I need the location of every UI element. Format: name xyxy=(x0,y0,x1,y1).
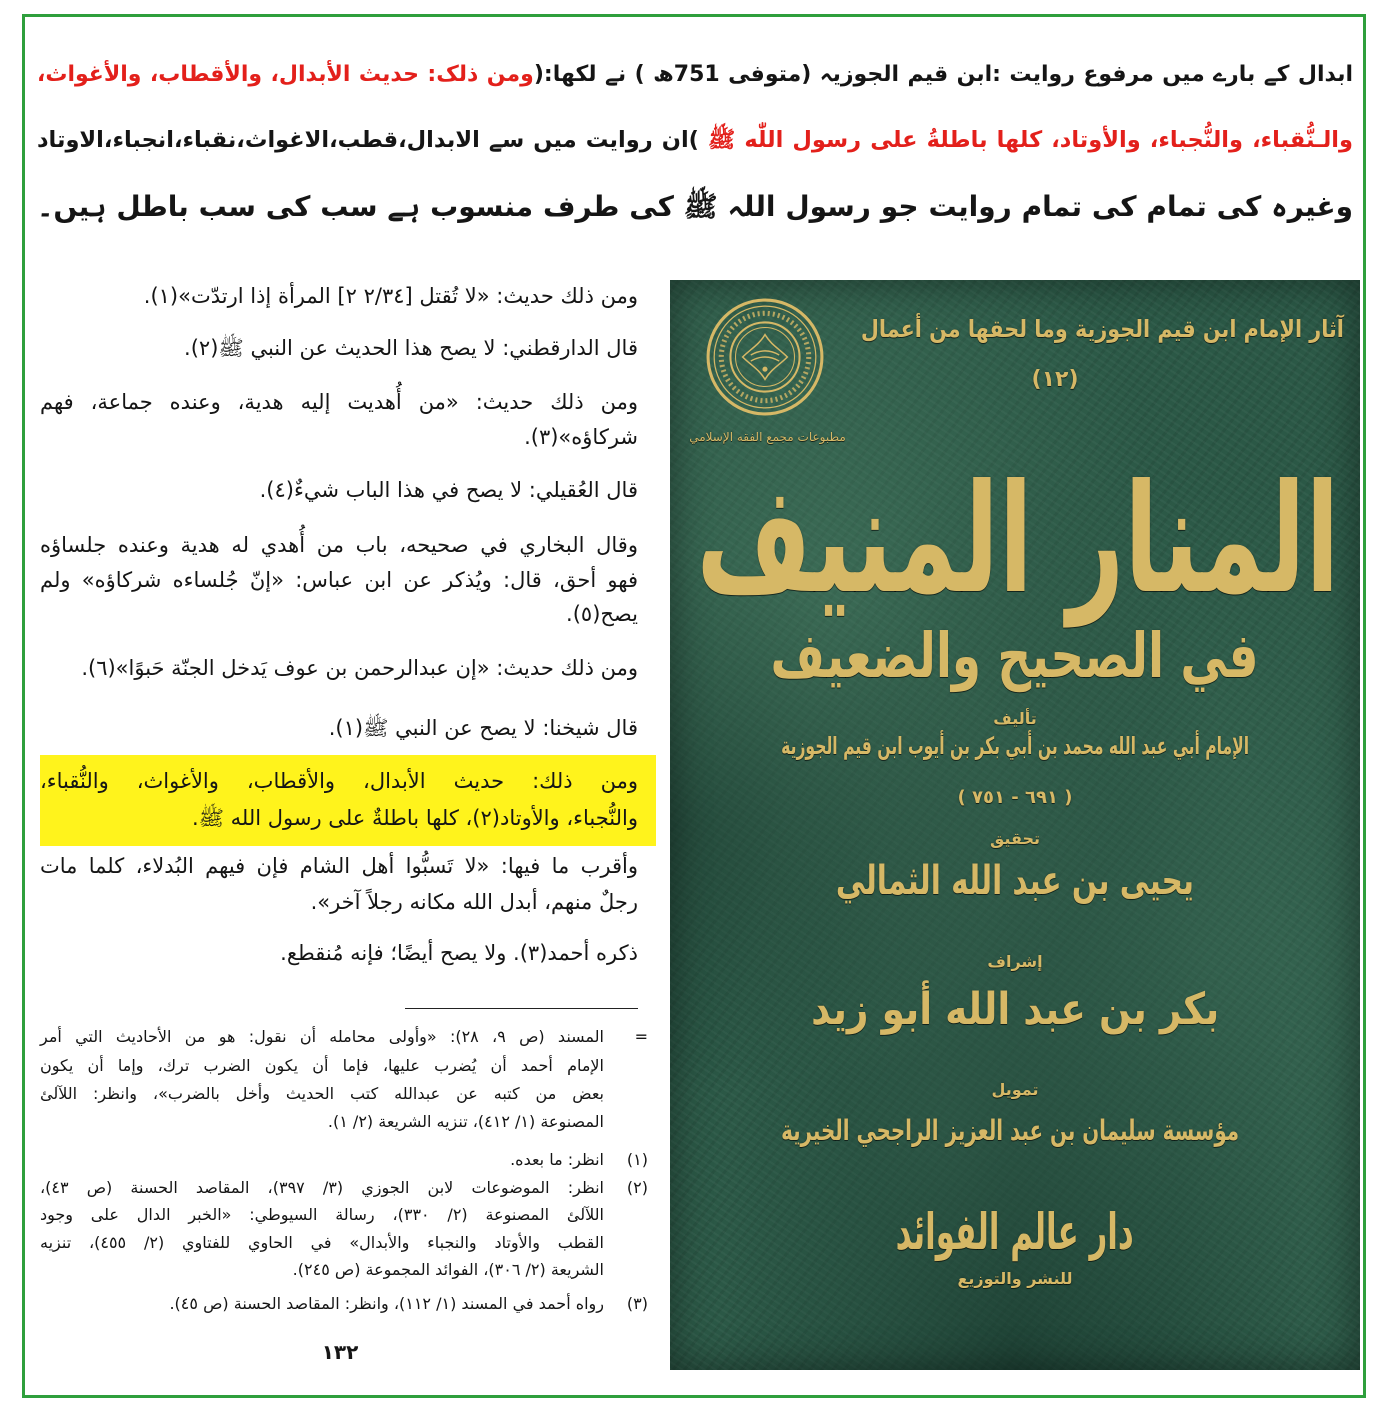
author-dates xyxy=(915,783,1115,811)
footnote-marker xyxy=(606,1174,648,1202)
header-line-1-urdu: ابدال کے بارے میں مرفوع روایت :ابن قیم الجوزیہ (متوفی 751ھ ) نے لکھا:( xyxy=(533,62,1353,87)
publisher-tagline xyxy=(935,1265,1095,1291)
page-line xyxy=(38,420,638,454)
page-line-text: ومن ذلك حديث: «إن عبدالرحمن بن عوف يَدخل الجنّة حَبوًا»(٦). xyxy=(81,656,638,680)
header-line-1-quote: ومن ذلک: حديث الأبدال، والأقطاب، والأغواث، xyxy=(37,62,534,87)
book-subtitle-text: في الصحيح والضعيف xyxy=(770,618,1259,692)
footnote-line xyxy=(38,1146,604,1174)
page-line-text: قال الدارقطني: لا يصح هذا الحديث عن النبي ﷺ(٢). xyxy=(184,336,638,360)
footnote-line xyxy=(38,1080,604,1108)
author-dates-text: ( ٦٩١ - ٧٥١ ) xyxy=(957,786,1073,808)
highlighted-line xyxy=(38,801,638,835)
series-title-text: آثار الإمام ابن قيم الجوزية وما لحقها من أعمال xyxy=(861,315,1344,343)
highlighted-line xyxy=(38,764,638,798)
header-line-1 xyxy=(35,49,1353,101)
footnote-line-text: انظر: ما بعده. xyxy=(510,1150,604,1169)
footnote-marker-text: = xyxy=(634,1027,648,1046)
page-line-text: ذكره أحمد(٣). ولا يصح أيضًا؛ فإنه مُنقطع. xyxy=(280,941,638,965)
book-subtitle xyxy=(770,615,1260,695)
book-cover xyxy=(670,280,1360,1370)
footnote-line xyxy=(38,1229,604,1257)
footnote-marker-text: (٣) xyxy=(626,1294,648,1313)
footnote-marker-text: (٢) xyxy=(626,1178,648,1197)
author-name xyxy=(780,729,1250,763)
funding-label xyxy=(965,1076,1065,1102)
footnote-line-text: الشريعة (٢/ ٣٠٦)، الفوائد المجموعة (ص ٢٤٥). xyxy=(292,1260,604,1279)
page-line-text: قال العُقيلي: لا يصح في هذا الباب شيءٌ(٤). xyxy=(259,478,638,502)
page-line-text: وأقرب ما فيها: «لا تَسبُّوا أهل الشام فإن فيهم البُدلاء، كلما مات xyxy=(40,854,638,878)
volume-number-text: (١٢) xyxy=(1031,366,1079,392)
page-line xyxy=(38,597,638,631)
footnote-line xyxy=(38,1023,604,1051)
page-line xyxy=(38,473,638,507)
supervisor-name-text: بكر بن عبد الله أبو زيد xyxy=(810,983,1219,1035)
footnote-line-text: بعض من كتبه عن عبدالله كتب الحديث وأخل بالضرب»، وانظر: اللآلئ xyxy=(40,1084,604,1103)
header-line-3-text: وغیرہ کی تمام کی تمام روایت جو رسول اللہ ﷺ کی طرف منسوب ہے سب کی سب باطل ہیں۔ xyxy=(37,190,1353,223)
author-label xyxy=(965,705,1065,731)
page-line xyxy=(38,385,638,419)
footnote-marker xyxy=(606,1023,648,1051)
header-line-2-urdu: )ان روایت میں سے الابدال،قطب،الاغواث،نقباء،انجباء،الاوتاد xyxy=(37,127,709,153)
footnote-divider xyxy=(405,1008,638,1009)
seal-caption-text: مطبوعات مجمع الفقه الإسلامي xyxy=(689,430,846,444)
highlighted-line-text: ومن ذلك: حديث الأبدال، والأقطاب، والأغواث، والنُّقباء، xyxy=(40,769,638,793)
footnote-line xyxy=(38,1201,604,1229)
page-number xyxy=(300,1336,380,1368)
page-line xyxy=(38,279,638,313)
publisher-tagline-text: للنشر والتوزيع xyxy=(957,1268,1073,1288)
footnote-line xyxy=(38,1256,604,1284)
editor-label-text: تحقيق xyxy=(990,828,1041,848)
header-line-2-text xyxy=(37,114,1353,166)
page-line xyxy=(38,651,638,685)
page-line-text: ومن ذلك حديث: «من أُهديت إليه هدية، وعنده جماعة، فهم xyxy=(40,390,638,414)
page-line-text: رجلٌ منهم، أبدل الله مكانه رجلاً آخر». xyxy=(310,890,638,914)
footnote-marker xyxy=(606,1146,648,1174)
publisher-name xyxy=(895,1200,1135,1264)
supervisor-name xyxy=(810,980,1220,1038)
page-line-text: فهو أحق، قال: ويُذكر عن ابن عباس: «إنّ جُلساءه شركاؤه» ولم xyxy=(40,568,638,592)
page-number-text: ١٣٢ xyxy=(321,1340,359,1364)
page-line xyxy=(38,331,638,365)
header-line-2-quote: والـنُّقباء، والنُّجباء، والأوتاد، كلها باطلةُ على رسول اللّٰه ﷺ xyxy=(708,127,1353,153)
footnote-line xyxy=(38,1052,604,1080)
editor-name-text: يحيى بن عبد الله الثمالي xyxy=(835,858,1194,904)
page-line xyxy=(38,885,638,919)
page-line xyxy=(38,711,638,745)
editor-name xyxy=(835,854,1195,908)
highlighted-line-text: والنُّجباء، والأوتاد(٢)، كلها باطلةٌ على رسول الله ﷺ. xyxy=(191,806,638,830)
footnote-line-text: الإمام أحمد أن يُضرب عليها، فإما أن يكون الضرب ترك، وإما أن يكون xyxy=(40,1056,604,1075)
footnote-line-text: رواه أحمد في المسند (١/ ١١٢)، وانظر: المقاصد الحسنة (ص ٤٥). xyxy=(169,1294,604,1313)
footnote-marker-text: (١) xyxy=(626,1150,648,1169)
funder-name-text: مؤسسة سليمان بن عبد العزيز الراجحي الخيرية xyxy=(781,1113,1239,1147)
author-name-text: الإمام أبي عبد الله محمد بن أبي بكر بن أيوب ابن قيم الجوزية xyxy=(781,732,1249,760)
editor-label xyxy=(965,825,1065,851)
footnote-line xyxy=(38,1290,604,1318)
series-title xyxy=(860,310,1345,348)
page-line-text: قال شيخنا: لا يصح عن النبي ﷺ(١). xyxy=(328,716,638,740)
funding-label-text: تمويل xyxy=(991,1079,1039,1099)
publisher-name-text: دار عالم الفوائد xyxy=(895,1203,1134,1261)
book-title-text: المنار المنيف xyxy=(695,453,1339,627)
page-line xyxy=(38,528,638,562)
page-line-text: وقال البخاري في صحيحه، باب من أُهدي له هدية وعنده جلساؤه xyxy=(40,533,638,557)
header-line-2 xyxy=(35,114,1353,166)
supervisor-label-text: إشراف xyxy=(987,951,1043,971)
book-title xyxy=(695,440,1340,640)
footnote-marker xyxy=(606,1290,648,1318)
footnote-line xyxy=(38,1108,604,1136)
footnote-line-text: القطب والأوتاد والنجباء والأبدال» في الحاوي للفتاوي (٢/ ٤٥٥)، تنزيه xyxy=(40,1233,604,1252)
footnote-line-text: المسند (ص ٩، ٢٨): «وأولى محامله أن نقول: هو من الأحاديث التي أمر xyxy=(39,1027,604,1046)
footnote-line-text: اللآلئ المصنوعة (٢/ ٣٣٠)، رسالة السيوطي: «الخبر الدال على وجود xyxy=(40,1205,604,1224)
page-line xyxy=(38,936,638,970)
page-line xyxy=(38,563,638,597)
page-line-text: شركاؤه»(٣). xyxy=(524,425,638,449)
header-line-1-text xyxy=(37,49,1353,101)
page-line xyxy=(38,849,638,883)
funder-name xyxy=(780,1110,1240,1150)
footnote-line-text: انظر: الموضوعات لابن الجوزي (٣/ ٣٩٧)، المقاصد الحسنة (ص ٤٣)، xyxy=(39,1178,604,1197)
circular-seal-icon xyxy=(704,296,826,418)
author-label-text: تأليف xyxy=(993,708,1037,728)
footnote-line-text: المصنوعة (١/ ٤١٢)، تنزيه الشريعة (٢/ ١). xyxy=(327,1112,604,1131)
header-line-3 xyxy=(35,181,1353,233)
page-line-text: ومن ذلك حديث: «لا تُقتل [٢/٣٤ ٢] المرأة إذا ارتدّت»(١). xyxy=(143,284,638,308)
page-line-text: يصح(٥). xyxy=(566,602,638,626)
volume-number xyxy=(1020,362,1090,396)
footnote-line xyxy=(38,1174,604,1202)
supervisor-label xyxy=(965,948,1065,974)
